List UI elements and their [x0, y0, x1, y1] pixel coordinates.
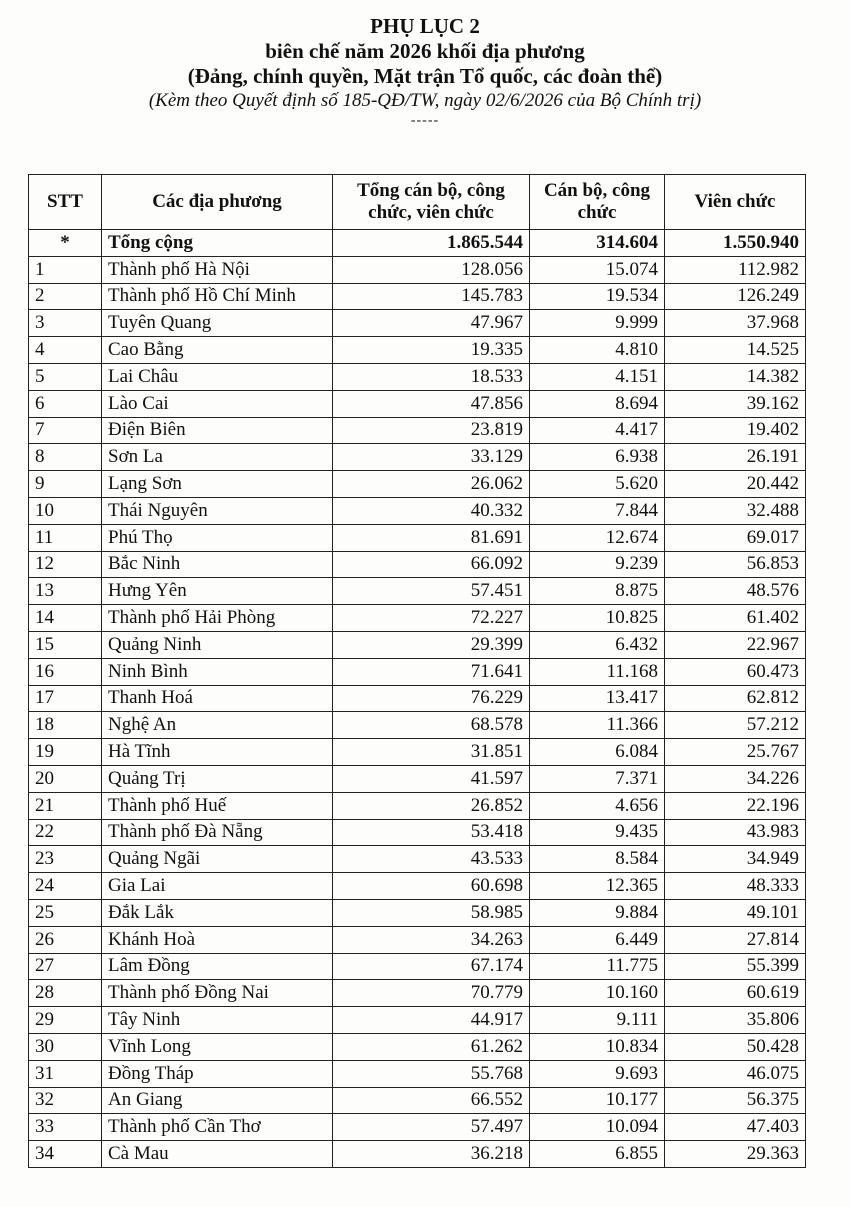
row-vien-chuc: 49.101 [665, 899, 806, 926]
row-can-bo: 8.584 [530, 846, 665, 873]
row-vien-chuc: 126.249 [665, 283, 806, 310]
table-row [29, 551, 806, 578]
row-locality: Thái Nguyên [102, 497, 333, 524]
row-stt: 30 [29, 1033, 102, 1060]
row-total: 18.533 [333, 363, 530, 390]
row-locality: Hà Tĩnh [102, 739, 333, 766]
row-vien-chuc: 27.814 [665, 926, 806, 953]
row-total: 71.641 [333, 658, 530, 685]
table-row [29, 1007, 806, 1034]
row-vien-chuc: 46.075 [665, 1060, 806, 1087]
row-stt: 23 [29, 846, 102, 873]
row-vien-chuc: 57.212 [665, 712, 806, 739]
table-row [29, 363, 806, 390]
table-row [29, 1060, 806, 1087]
row-can-bo: 4.656 [530, 792, 665, 819]
row-vien-chuc: 43.983 [665, 819, 806, 846]
row-locality: Khánh Hoà [102, 926, 333, 953]
row-can-bo: 11.775 [530, 953, 665, 980]
table-header-row [29, 175, 806, 230]
row-vien-chuc: 20.442 [665, 471, 806, 498]
row-stt: 25 [29, 899, 102, 926]
row-vien-chuc: 22.196 [665, 792, 806, 819]
row-locality: Nghệ An [102, 712, 333, 739]
row-locality: Thành phố Đà Nẵng [102, 819, 333, 846]
row-total: 57.497 [333, 1114, 530, 1141]
row-vien-chuc: 19.402 [665, 417, 806, 444]
row-can-bo: 6.938 [530, 444, 665, 471]
table-row [29, 605, 806, 632]
table-row [29, 1087, 806, 1114]
row-can-bo: 10.177 [530, 1087, 665, 1114]
row-can-bo: 10.834 [530, 1033, 665, 1060]
row-vien-chuc: 26.191 [665, 444, 806, 471]
row-stt: 31 [29, 1060, 102, 1087]
row-total: 19.335 [333, 337, 530, 364]
column-header-total: Tổng cán bộ, công chức, viên chức [333, 175, 530, 230]
row-stt: 24 [29, 873, 102, 900]
row-vien-chuc: 34.226 [665, 765, 806, 792]
row-can-bo: 6.449 [530, 926, 665, 953]
table-row [29, 337, 806, 364]
row-stt: 26 [29, 926, 102, 953]
table-row [29, 685, 806, 712]
row-locality: Ninh Bình [102, 658, 333, 685]
row-locality: Thành phố Cần Thơ [102, 1114, 333, 1141]
row-stt: 17 [29, 685, 102, 712]
row-vien-chuc: 47.403 [665, 1114, 806, 1141]
row-stt: 11 [29, 524, 102, 551]
decision-reference: (Kèm theo Quyết định số 185-QĐ/TW, ngày 02/6/2026 của Bộ Chính trị) [148, 90, 702, 111]
row-stt: 29 [29, 1007, 102, 1034]
row-locality: An Giang [102, 1087, 333, 1114]
row-can-bo: 5.620 [530, 471, 665, 498]
row-total: 40.332 [333, 497, 530, 524]
row-locality: Quảng Trị [102, 765, 333, 792]
table-row [29, 471, 806, 498]
row-stt: 15 [29, 631, 102, 658]
row-locality: Lạng Sơn [102, 471, 333, 498]
row-total: 57.451 [333, 578, 530, 605]
row-stt: 1 [29, 256, 102, 283]
row-locality: Hưng Yên [102, 578, 333, 605]
row-total: 145.783 [333, 283, 530, 310]
row-vien-chuc: 34.949 [665, 846, 806, 873]
row-locality: Bắc Ninh [102, 551, 333, 578]
row-stt: 5 [29, 363, 102, 390]
row-locality: Cao Bằng [102, 337, 333, 364]
total-row [29, 230, 806, 257]
row-vien-chuc: 14.382 [665, 363, 806, 390]
row-vien-chuc: 32.488 [665, 497, 806, 524]
header-divider: ----- [410, 113, 440, 128]
row-vien-chuc: 37.968 [665, 310, 806, 337]
row-total: 76.229 [333, 685, 530, 712]
row-locality: Quảng Ngãi [102, 846, 333, 873]
row-stt: 21 [29, 792, 102, 819]
table-row [29, 1114, 806, 1141]
row-total: 33.129 [333, 444, 530, 471]
row-vien-chuc: 22.967 [665, 631, 806, 658]
row-can-bo: 10.160 [530, 980, 665, 1007]
appendix-heading: biên chế năm 2026 khối địa phương [265, 39, 585, 63]
table-row [29, 712, 806, 739]
table-row [29, 658, 806, 685]
row-vien-chuc: 35.806 [665, 1007, 806, 1034]
row-total: 60.698 [333, 873, 530, 900]
appendix-title: PHỤ LỤC 2 [370, 14, 480, 38]
row-total: 47.856 [333, 390, 530, 417]
row-stt: 2 [29, 283, 102, 310]
row-total: 55.768 [333, 1060, 530, 1087]
row-stt: 4 [29, 337, 102, 364]
row-can-bo: 4.810 [530, 337, 665, 364]
row-locality: Tây Ninh [102, 1007, 333, 1034]
row-can-bo: 11.366 [530, 712, 665, 739]
table-row [29, 819, 806, 846]
row-stt: 12 [29, 551, 102, 578]
row-locality: Quảng Ninh [102, 631, 333, 658]
row-stt: 6 [29, 390, 102, 417]
row-stt: 16 [29, 658, 102, 685]
row-total: 53.418 [333, 819, 530, 846]
row-can-bo: 12.365 [530, 873, 665, 900]
row-total: 67.174 [333, 953, 530, 980]
row-stt: 22 [29, 819, 102, 846]
row-vien-chuc: 56.375 [665, 1087, 806, 1114]
row-locality: Gia Lai [102, 873, 333, 900]
document-header [0, 14, 850, 127]
row-vien-chuc: 48.333 [665, 873, 806, 900]
total-label: Tổng cộng [102, 230, 333, 257]
row-stt: 13 [29, 578, 102, 605]
row-locality: Thành phố Hải Phòng [102, 605, 333, 632]
row-total: 44.917 [333, 1007, 530, 1034]
row-can-bo: 7.371 [530, 765, 665, 792]
row-locality: Lào Cai [102, 390, 333, 417]
row-stt: 10 [29, 497, 102, 524]
column-header-stt: STT [29, 175, 102, 230]
table-row [29, 953, 806, 980]
row-stt: 27 [29, 953, 102, 980]
row-vien-chuc: 55.399 [665, 953, 806, 980]
row-locality: Lai Châu [102, 363, 333, 390]
row-locality: Điện Biên [102, 417, 333, 444]
column-header-vien-chuc: Viên chức [665, 175, 806, 230]
appendix-scope: (Đảng, chính quyền, Mặt trận Tổ quốc, các đoàn thể) [187, 64, 663, 88]
row-total: 81.691 [333, 524, 530, 551]
row-can-bo: 9.999 [530, 310, 665, 337]
table-row [29, 980, 806, 1007]
column-header-can-bo: Cán bộ, công chức [530, 175, 665, 230]
row-vien-chuc: 60.619 [665, 980, 806, 1007]
row-total: 29.399 [333, 631, 530, 658]
row-total: 23.819 [333, 417, 530, 444]
row-locality: Thành phố Đồng Nai [102, 980, 333, 1007]
row-vien-chuc: 39.162 [665, 390, 806, 417]
row-total: 66.552 [333, 1087, 530, 1114]
row-can-bo: 12.674 [530, 524, 665, 551]
row-locality: Thành phố Hồ Chí Minh [102, 283, 333, 310]
row-can-bo: 10.825 [530, 605, 665, 632]
table-row [29, 444, 806, 471]
row-total: 47.967 [333, 310, 530, 337]
row-vien-chuc: 69.017 [665, 524, 806, 551]
row-total: 31.851 [333, 739, 530, 766]
row-stt: 3 [29, 310, 102, 337]
row-total: 128.056 [333, 256, 530, 283]
table-row [29, 310, 806, 337]
row-can-bo: 6.432 [530, 631, 665, 658]
row-locality: Vĩnh Long [102, 1033, 333, 1060]
row-can-bo: 9.884 [530, 899, 665, 926]
row-stt: 28 [29, 980, 102, 1007]
row-stt: 9 [29, 471, 102, 498]
row-locality: Phú Thọ [102, 524, 333, 551]
row-stt: 14 [29, 605, 102, 632]
row-can-bo: 8.694 [530, 390, 665, 417]
table-row [29, 846, 806, 873]
table-row [29, 873, 806, 900]
row-stt: 18 [29, 712, 102, 739]
row-total: 43.533 [333, 846, 530, 873]
table-row [29, 792, 806, 819]
row-locality: Thành phố Huế [102, 792, 333, 819]
row-total: 70.779 [333, 980, 530, 1007]
row-stt: 20 [29, 765, 102, 792]
total-vien-chuc: 1.550.940 [665, 230, 806, 257]
row-vien-chuc: 50.428 [665, 1033, 806, 1060]
row-locality: Tuyên Quang [102, 310, 333, 337]
row-vien-chuc: 112.982 [665, 256, 806, 283]
row-can-bo: 4.151 [530, 363, 665, 390]
row-can-bo: 6.084 [530, 739, 665, 766]
row-total: 68.578 [333, 712, 530, 739]
row-can-bo: 9.239 [530, 551, 665, 578]
row-stt: 34 [29, 1141, 102, 1168]
row-can-bo: 10.094 [530, 1114, 665, 1141]
row-can-bo: 9.693 [530, 1060, 665, 1087]
column-header-locality: Các địa phương [102, 175, 333, 230]
row-locality: Đắk Lắk [102, 899, 333, 926]
row-can-bo: 15.074 [530, 256, 665, 283]
row-locality: Lâm Đồng [102, 953, 333, 980]
row-vien-chuc: 48.576 [665, 578, 806, 605]
row-total: 36.218 [333, 1141, 530, 1168]
row-stt: 7 [29, 417, 102, 444]
table-row [29, 390, 806, 417]
row-total: 26.852 [333, 792, 530, 819]
table-row [29, 765, 806, 792]
row-total: 61.262 [333, 1033, 530, 1060]
table-row [29, 926, 806, 953]
table-row [29, 1141, 806, 1168]
table-row [29, 1033, 806, 1060]
row-total: 26.062 [333, 471, 530, 498]
table-row [29, 524, 806, 551]
row-stt: 8 [29, 444, 102, 471]
row-stt: 33 [29, 1114, 102, 1141]
row-vien-chuc: 61.402 [665, 605, 806, 632]
row-total: 72.227 [333, 605, 530, 632]
table-row [29, 578, 806, 605]
table-row [29, 739, 806, 766]
row-total: 58.985 [333, 899, 530, 926]
row-total: 34.263 [333, 926, 530, 953]
row-can-bo: 6.855 [530, 1141, 665, 1168]
table-row [29, 497, 806, 524]
row-locality: Sơn La [102, 444, 333, 471]
row-can-bo: 11.168 [530, 658, 665, 685]
row-vien-chuc: 62.812 [665, 685, 806, 712]
table-row [29, 256, 806, 283]
row-locality: Đồng Tháp [102, 1060, 333, 1087]
row-stt: 32 [29, 1087, 102, 1114]
row-can-bo: 8.875 [530, 578, 665, 605]
row-vien-chuc: 60.473 [665, 658, 806, 685]
total-all: 1.865.544 [333, 230, 530, 257]
row-locality: Thanh Hoá [102, 685, 333, 712]
total-can-bo: 314.604 [530, 230, 665, 257]
row-vien-chuc: 25.767 [665, 739, 806, 766]
row-stt: 19 [29, 739, 102, 766]
staffing-table [28, 174, 806, 1168]
row-vien-chuc: 29.363 [665, 1141, 806, 1168]
table-row [29, 899, 806, 926]
row-can-bo: 7.844 [530, 497, 665, 524]
row-can-bo: 9.435 [530, 819, 665, 846]
row-can-bo: 9.111 [530, 1007, 665, 1034]
table-row [29, 631, 806, 658]
row-can-bo: 13.417 [530, 685, 665, 712]
row-can-bo: 4.417 [530, 417, 665, 444]
row-total: 41.597 [333, 765, 530, 792]
row-can-bo: 19.534 [530, 283, 665, 310]
table-row [29, 283, 806, 310]
row-vien-chuc: 56.853 [665, 551, 806, 578]
row-locality: Thành phố Hà Nội [102, 256, 333, 283]
total-stt: * [29, 230, 102, 257]
row-total: 66.092 [333, 551, 530, 578]
row-vien-chuc: 14.525 [665, 337, 806, 364]
row-locality: Cà Mau [102, 1141, 333, 1168]
table-row [29, 417, 806, 444]
